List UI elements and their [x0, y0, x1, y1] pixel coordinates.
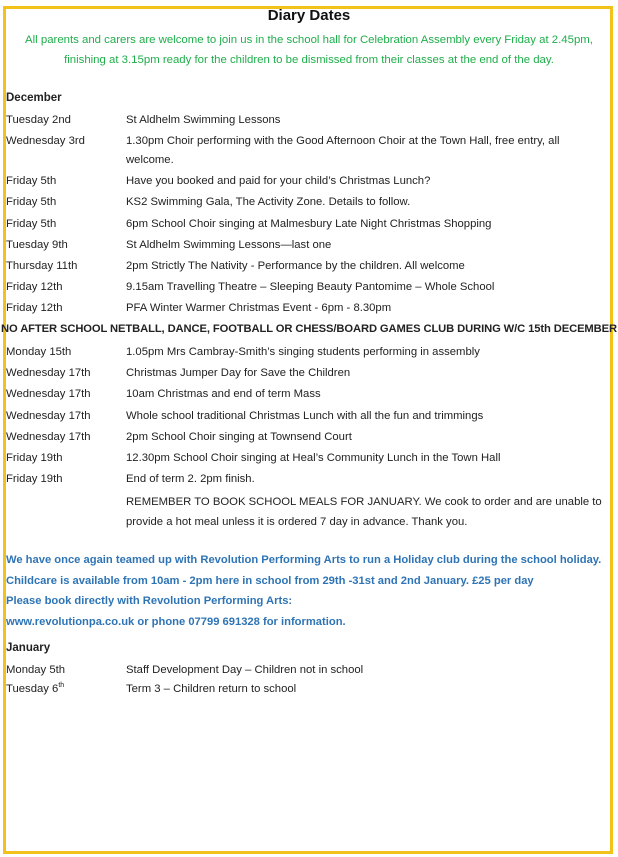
event-row [6, 299, 610, 318]
club-cancellation-notice: NO AFTER SCHOOL NETBALL, DANCE, FOOTBALL OR CHESS/BOARD GAMES CLUB DURING W/C 15th DECEMBER [1, 323, 617, 335]
event-desc [126, 132, 610, 170]
holiday-club-line-1: We have once again teamed up with Revolution Performing Arts to run a Holiday club during the school holiday. [6, 554, 602, 566]
event-row [6, 428, 610, 447]
meals-reminder-text [126, 492, 610, 532]
intro-line-1: All parents and carers are welcome to join us in the school hall for Celebration Assembly every Friday at 2.45pm, [25, 34, 593, 46]
event-desc: 1.05pm Mrs Cambray-Smith’s singing students performing in assembly [126, 346, 480, 358]
event-desc: 9.15am Travelling Theatre – Sleeping Beauty Pantomime – Whole School [126, 281, 495, 293]
meals-reminder-line-2: provide a hot meal unless it is ordered 7 day in advance. Thank you. [126, 516, 468, 528]
event-date: Tuesday 2nd [6, 114, 71, 126]
event-desc-line-2: welcome. [126, 154, 174, 166]
event-desc: End of term 2. 2pm finish. [126, 473, 255, 485]
event-row [6, 343, 610, 362]
event-date [6, 680, 126, 699]
event-desc: 6pm School Choir singing at Malmesbury Late Night Christmas Shopping [126, 218, 492, 230]
event-date: Wednesday 3rd [6, 135, 85, 147]
event-desc: 2pm School Choir singing at Townsend Court [126, 431, 352, 443]
holiday-club-line-4: www.revolutionpa.co.uk or phone 07799 691328 for information. [6, 615, 346, 628]
event-row [6, 680, 610, 699]
event-row [6, 215, 610, 234]
meals-reminder-line-1: REMEMBER TO BOOK SCHOOL MEALS FOR JANUARY. We cook to order and are unable to [126, 496, 602, 508]
event-desc: PFA Winter Warmer Christmas Event - 6pm - 8.30pm [126, 302, 392, 314]
event-desc: St Aldhelm Swimming Lessons [126, 114, 281, 126]
event-row [6, 236, 610, 255]
event-date: Friday 5th [6, 175, 57, 187]
event-desc: Term 3 – Children return to school [126, 683, 297, 695]
holiday-club-info [6, 550, 612, 632]
event-date: Friday 5th [6, 218, 57, 230]
event-desc-line-1: 1.30pm Choir performing with the Good Afternoon Choir at the Town Hall, free entry, all [126, 135, 560, 147]
holiday-club-line-2: Childcare is available from 10am - 2pm here in school from 29th -31st and 2nd January. £25 per day [6, 574, 534, 587]
event-date: Friday 19th [6, 452, 63, 464]
event-desc: 12.30pm School Choir singing at Heal’s Community Lunch in the Town Hall [126, 452, 501, 464]
meals-reminder [6, 492, 610, 532]
event-row [6, 132, 610, 170]
month-heading-december: December [6, 92, 62, 104]
event-date-suffix: th [58, 682, 65, 689]
holiday-club-line-3: Please book directly with Revolution Performing Arts: [6, 595, 293, 607]
event-date-main: Tuesday 6 [6, 683, 59, 695]
event-row [6, 111, 610, 130]
event-date: Friday 19th [6, 473, 63, 485]
event-desc: 2pm Strictly The Nativity - Performance by the children. All welcome [126, 260, 465, 272]
event-date: Thursday 11th [6, 260, 78, 272]
event-row [6, 172, 610, 191]
event-date: Friday 5th [6, 196, 57, 208]
event-row [6, 470, 610, 489]
event-date: Monday 15th [6, 346, 72, 358]
event-row [6, 661, 610, 680]
event-desc: Have you booked and paid for your child’s Christmas Lunch? [126, 175, 431, 187]
event-row [6, 364, 610, 383]
event-desc: St Aldhelm Swimming Lessons—last one [126, 239, 332, 251]
event-date: Wednesday 17th [6, 367, 91, 379]
event-date: Monday 5th [6, 664, 66, 676]
event-date: Friday 12th [6, 281, 63, 293]
intro-text [6, 30, 612, 70]
page-title: Diary Dates [267, 7, 351, 24]
event-date: Tuesday 9th [6, 239, 68, 251]
event-desc: KS2 Swimming Gala, The Activity Zone. Details to follow. [126, 196, 411, 208]
event-row [6, 385, 610, 404]
event-date: Wednesday 17th [6, 431, 91, 443]
event-desc: Whole school traditional Christmas Lunch with all the fun and trimmings [126, 410, 484, 422]
event-desc: 10am Christmas and end of term Mass [126, 388, 321, 400]
event-date: Wednesday 17th [6, 410, 91, 422]
event-row [6, 257, 610, 276]
month-heading-january: January [6, 642, 51, 654]
event-row [6, 407, 610, 426]
intro-line-2: finishing at 3.15pm ready for the children to be dismissed from their classes at the end of the day. [64, 54, 554, 66]
event-row [6, 278, 610, 297]
event-desc: Staff Development Day – Children not in school [126, 664, 364, 676]
event-desc: Christmas Jumper Day for Save the Children [126, 367, 351, 379]
event-date: Wednesday 17th [6, 388, 91, 400]
event-date: Friday 12th [6, 302, 63, 314]
event-row [6, 449, 610, 468]
event-row [6, 193, 610, 212]
